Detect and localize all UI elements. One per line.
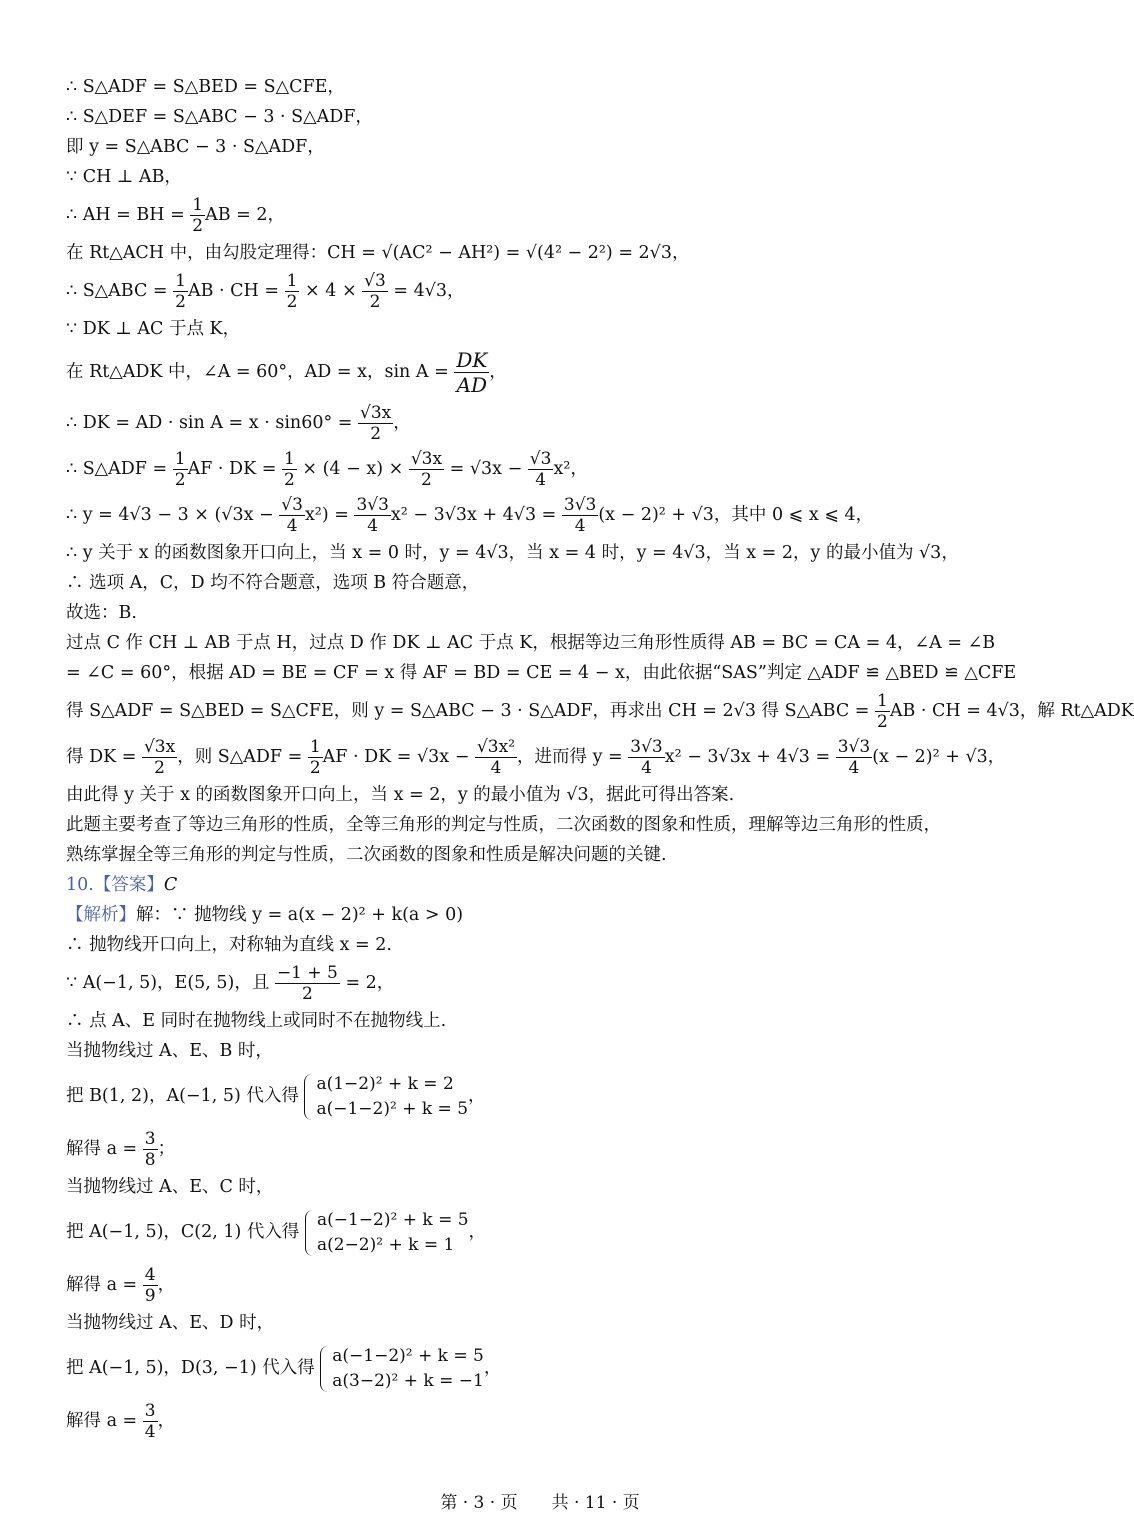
fraction-denominator: 4 — [535, 470, 547, 490]
text-line: 在 Rt△ACH 中，由勾股定理得：CH = √(AC² − AH²) = √(4² − 2²) = 2√3， — [66, 243, 690, 263]
text-line: ∴ 点 A、E 同时在抛物线上或同时不在抛物线上. — [66, 1011, 447, 1031]
fraction-numerator: √3 — [364, 271, 386, 291]
fraction-numerator: √3x — [410, 449, 443, 469]
line-text: 解得 a = — [66, 1411, 143, 1431]
text-line: 当抛物线过 A、E、B 时， — [66, 1041, 273, 1061]
text-line: 当抛物线过 A、E、D 时， — [66, 1313, 275, 1333]
line-text: × 4 × — [299, 281, 363, 301]
analysis-label: 【解析】 — [66, 905, 136, 925]
equation-row: a(2−2)² + k = 1 — [316, 1234, 455, 1255]
line-text: = 2， — [339, 973, 395, 993]
line-text: ，则 S△ADF = — [177, 747, 308, 767]
fraction-denominator: 4 — [848, 758, 860, 778]
equation-system — [304, 1072, 468, 1122]
fraction — [562, 495, 598, 536]
line-text: 把 A(−1, 5)，C(2, 1) 代入得 — [66, 1222, 305, 1242]
text-line: 即 y = S△ABC − 3 · S△ADF， — [66, 137, 325, 157]
fraction-numerator: 1 — [192, 195, 204, 215]
fraction-denominator: 9 — [144, 1286, 156, 1306]
fraction — [308, 737, 323, 778]
text-line: 过点 C 作 CH ⊥ AB 于点 H，过点 D 作 DK ⊥ AC 于点 K，根据等边三角形性质得 AB = BC = CA = 4，∠A = ∠B — [66, 633, 996, 653]
line-text: x² − 3√3x + 4√3 = — [390, 505, 562, 525]
line-text: AB = 2， — [205, 205, 286, 225]
fraction-numerator: 1 — [309, 737, 321, 757]
line-text: AF · DK = √3x − — [322, 747, 475, 767]
fraction-denominator: 2 — [370, 424, 382, 444]
text-line — [66, 1126, 1026, 1172]
fraction-denominator: 2 — [286, 292, 298, 312]
text-line — [66, 688, 1134, 734]
fraction — [282, 449, 297, 490]
fraction — [358, 403, 393, 444]
text-line: ∴ S△DEF = S△ABC − 3 · S△ADF， — [66, 107, 373, 127]
fraction-denominator: 4 — [367, 516, 379, 536]
equation-row: a(1−2)² + k = 2 — [316, 1073, 454, 1094]
equation-system — [305, 1208, 469, 1258]
fraction-numerator: 3√3 — [356, 495, 389, 515]
fraction — [836, 737, 872, 778]
fraction — [454, 348, 489, 397]
fraction — [143, 1265, 158, 1306]
text-line: ∴ 抛物线开口向上，对称轴为直线 x = 2. — [66, 935, 392, 955]
document-body — [66, 72, 1134, 1444]
text-line — [66, 492, 1026, 538]
line-text: ， — [489, 362, 507, 382]
fraction-numerator: 1 — [286, 271, 298, 291]
line-text: ， — [468, 1086, 486, 1106]
fraction-numerator: √3 — [281, 495, 303, 515]
line-text: (x − 2)² + √3， — [872, 747, 1006, 767]
left-brace — [305, 1210, 315, 1256]
fraction-numerator: 3√3 — [563, 495, 597, 515]
fraction — [279, 495, 305, 536]
fraction-numerator: √3x — [360, 403, 392, 423]
fraction-denominator: 2 — [283, 470, 295, 490]
fraction — [275, 963, 340, 1004]
fraction — [628, 737, 664, 778]
fraction-numerator: DK — [456, 348, 488, 372]
fraction-denominator: 2 — [192, 216, 204, 236]
line-text: x²) = — [304, 505, 355, 525]
fraction-numerator: 1 — [877, 691, 888, 711]
equation-row: a(3−2)² + k = −1 — [332, 1370, 484, 1391]
line-text: 解得 a = — [66, 1139, 143, 1159]
line-text: ∴ S△ADF = — [66, 459, 173, 479]
line-text: (x − 2)² + √3，其中 0 ⩽ x ⩽ 4， — [598, 505, 874, 525]
fraction-denominator: 4 — [641, 758, 652, 778]
fraction — [173, 449, 188, 490]
equation-row: a(−1−2)² + k = 5 — [316, 1098, 469, 1119]
answer-10-line — [66, 870, 1026, 900]
fraction-numerator: 1 — [175, 271, 186, 291]
fraction — [285, 271, 300, 312]
text-line — [66, 446, 1026, 492]
line-text: 得 S△ADF = S△BED = S△CFE，则 y = S△ABC − 3 · S△ADF，再求出 CH = 2√3 得 S△ABC = — [66, 701, 876, 721]
fraction-numerator: 3√3 — [837, 737, 871, 757]
analysis-10-line — [66, 900, 1026, 930]
line-text: 得 DK = — [66, 747, 142, 767]
fraction — [190, 195, 205, 236]
fraction-denominator: 4 — [490, 758, 502, 778]
fraction-denominator: 2 — [175, 292, 186, 312]
fraction — [354, 495, 390, 536]
analysis-text: 解：∵ 抛物线 y = a(x − 2)² + k(a > 0) — [136, 905, 464, 925]
text-line: ∴ y 关于 x 的函数图象开口向上，当 x = 0 时，y = 4√3，当 x = 4 时，y = 4√3，当 x = 2，y 的最小值为 √3， — [66, 543, 959, 563]
line-text: ∴ S△ABC = — [66, 281, 174, 301]
fraction — [142, 737, 177, 778]
fraction-numerator: 4 — [144, 1265, 156, 1285]
line-text: ∴ y = 4√3 − 3 × (√3x − — [66, 505, 280, 525]
line-text: ， — [468, 1222, 487, 1242]
text-line — [66, 1398, 1026, 1444]
text-line: ∴ S△ADF = S△BED = S△CFE， — [66, 77, 345, 97]
left-brace — [304, 1074, 314, 1120]
text-line — [66, 1338, 1026, 1398]
line-text: AB · CH = 4√3，解 Rt△ADK — [889, 701, 1134, 721]
solution-part-9 — [66, 72, 1134, 870]
fraction — [875, 691, 890, 732]
solution-part-10 — [66, 930, 1026, 1444]
line-text: ，进而得 y = — [517, 747, 629, 767]
text-line — [66, 400, 1026, 446]
answer-label: 10.【答案】 — [66, 875, 164, 895]
line-text: ， — [157, 1411, 176, 1431]
fraction-denominator: 2 — [369, 292, 381, 312]
line-text: 把 A(−1, 5)，D(3, −1) 代入得 — [66, 1358, 321, 1378]
fraction — [362, 271, 388, 312]
line-text: AF · DK = — [187, 459, 282, 479]
text-line: = ∠C = 60°，根据 AD = BE = CF = x 得 AF = BD = CE = 4 − x，由此依据“SAS”判定 △ADF ≌ △BED ≌ △CFE — [66, 663, 1017, 683]
fraction-denominator: 4 — [286, 516, 298, 536]
text-line — [66, 192, 1026, 238]
text-line: ∵ DK ⊥ AC 于点 K， — [66, 319, 241, 339]
text-line: 此题主要考查了等边三角形的性质，全等三角形的判定与性质，二次函数的图象和性质，理解等边三角形的性质， — [66, 815, 941, 835]
line-text: x² − 3√3x + 4√3 = — [664, 747, 836, 767]
line-text: ； — [157, 1139, 176, 1159]
fraction — [475, 737, 517, 778]
line-text: 解得 a = — [66, 1275, 143, 1295]
answer-value: C — [163, 875, 178, 895]
text-line: ∵ CH ⊥ AB， — [66, 167, 182, 187]
text-line: 由此得 y 关于 x 的函数图象开口向上，当 x = 2，y 的最小值为 √3，据此可得出答案. — [66, 785, 735, 805]
left-brace — [320, 1346, 330, 1392]
fraction — [409, 449, 444, 490]
text-line — [66, 1262, 1026, 1308]
page-footer: 第 · 3 · 页 共 · 11 · 页 — [440, 1493, 640, 1513]
fraction-denominator: 2 — [309, 758, 321, 778]
text-line — [66, 1066, 1026, 1126]
text-line — [66, 1202, 1026, 1262]
equation-row: a(−1−2)² + k = 5 — [316, 1209, 469, 1230]
fraction-denominator: 8 — [144, 1150, 156, 1170]
line-text: ∴ AH = BH = — [66, 205, 191, 225]
line-text: x²， — [553, 459, 588, 479]
fraction-numerator: 3 — [144, 1401, 156, 1421]
text-line: 故选：B. — [66, 603, 137, 623]
text-line: 当抛物线过 A、E、C 时， — [66, 1177, 274, 1197]
fraction-numerator: 1 — [174, 449, 186, 469]
fraction-denominator: AD — [456, 373, 488, 397]
fraction-numerator: 1 — [283, 449, 295, 469]
fraction-denominator: 2 — [174, 470, 186, 490]
fraction-denominator: 2 — [301, 984, 313, 1004]
text-line — [66, 734, 1026, 780]
text-line — [66, 268, 1026, 314]
fraction-numerator: √3 — [529, 449, 552, 469]
fraction — [143, 1401, 158, 1442]
fraction — [528, 449, 554, 490]
fraction-numerator: 3√3 — [630, 737, 663, 757]
line-text: ， — [393, 413, 411, 433]
fraction-numerator: √3x² — [476, 737, 516, 757]
line-text: 把 B(1, 2)，A(−1, 5) 代入得 — [66, 1086, 305, 1106]
line-text: ， — [157, 1275, 176, 1295]
text-line — [66, 960, 1026, 1006]
line-text: ， — [483, 1358, 502, 1378]
fraction-denominator: 2 — [877, 712, 888, 732]
text-line: 熟练掌握全等三角形的判定与性质，二次函数的图象和性质是解决问题的关键. — [66, 845, 667, 865]
line-text: ∵ A(−1, 5)，E(5, 5)，且 — [66, 973, 275, 993]
equation-row: a(−1−2)² + k = 5 — [332, 1345, 484, 1366]
fraction-denominator: 4 — [574, 516, 586, 536]
text-line — [66, 344, 1026, 400]
line-text: × (4 − x) × — [296, 459, 409, 479]
fraction-denominator: 2 — [421, 470, 432, 490]
line-text: AB · CH = — [187, 281, 285, 301]
line-text: = √3x − — [444, 459, 528, 479]
fraction-numerator: √3x — [143, 737, 176, 757]
fraction-denominator: 2 — [154, 758, 165, 778]
fraction — [173, 271, 188, 312]
fraction-numerator: 3 — [144, 1129, 156, 1149]
fraction-numerator: −1 + 5 — [276, 963, 338, 983]
fraction-denominator: 4 — [144, 1422, 156, 1442]
text-line: ∴ 选项 A，C，D 均不符合题意，选项 B 符合题意， — [66, 573, 480, 593]
line-text: 在 Rt△ADK 中，∠A = 60°，AD = x，sin A = — [66, 362, 455, 382]
line-text: = 4√3， — [387, 281, 465, 301]
line-text: ∴ DK = AD · sin A = x · sin60° = — [66, 413, 358, 433]
fraction — [143, 1129, 158, 1170]
equation-system — [320, 1344, 484, 1394]
